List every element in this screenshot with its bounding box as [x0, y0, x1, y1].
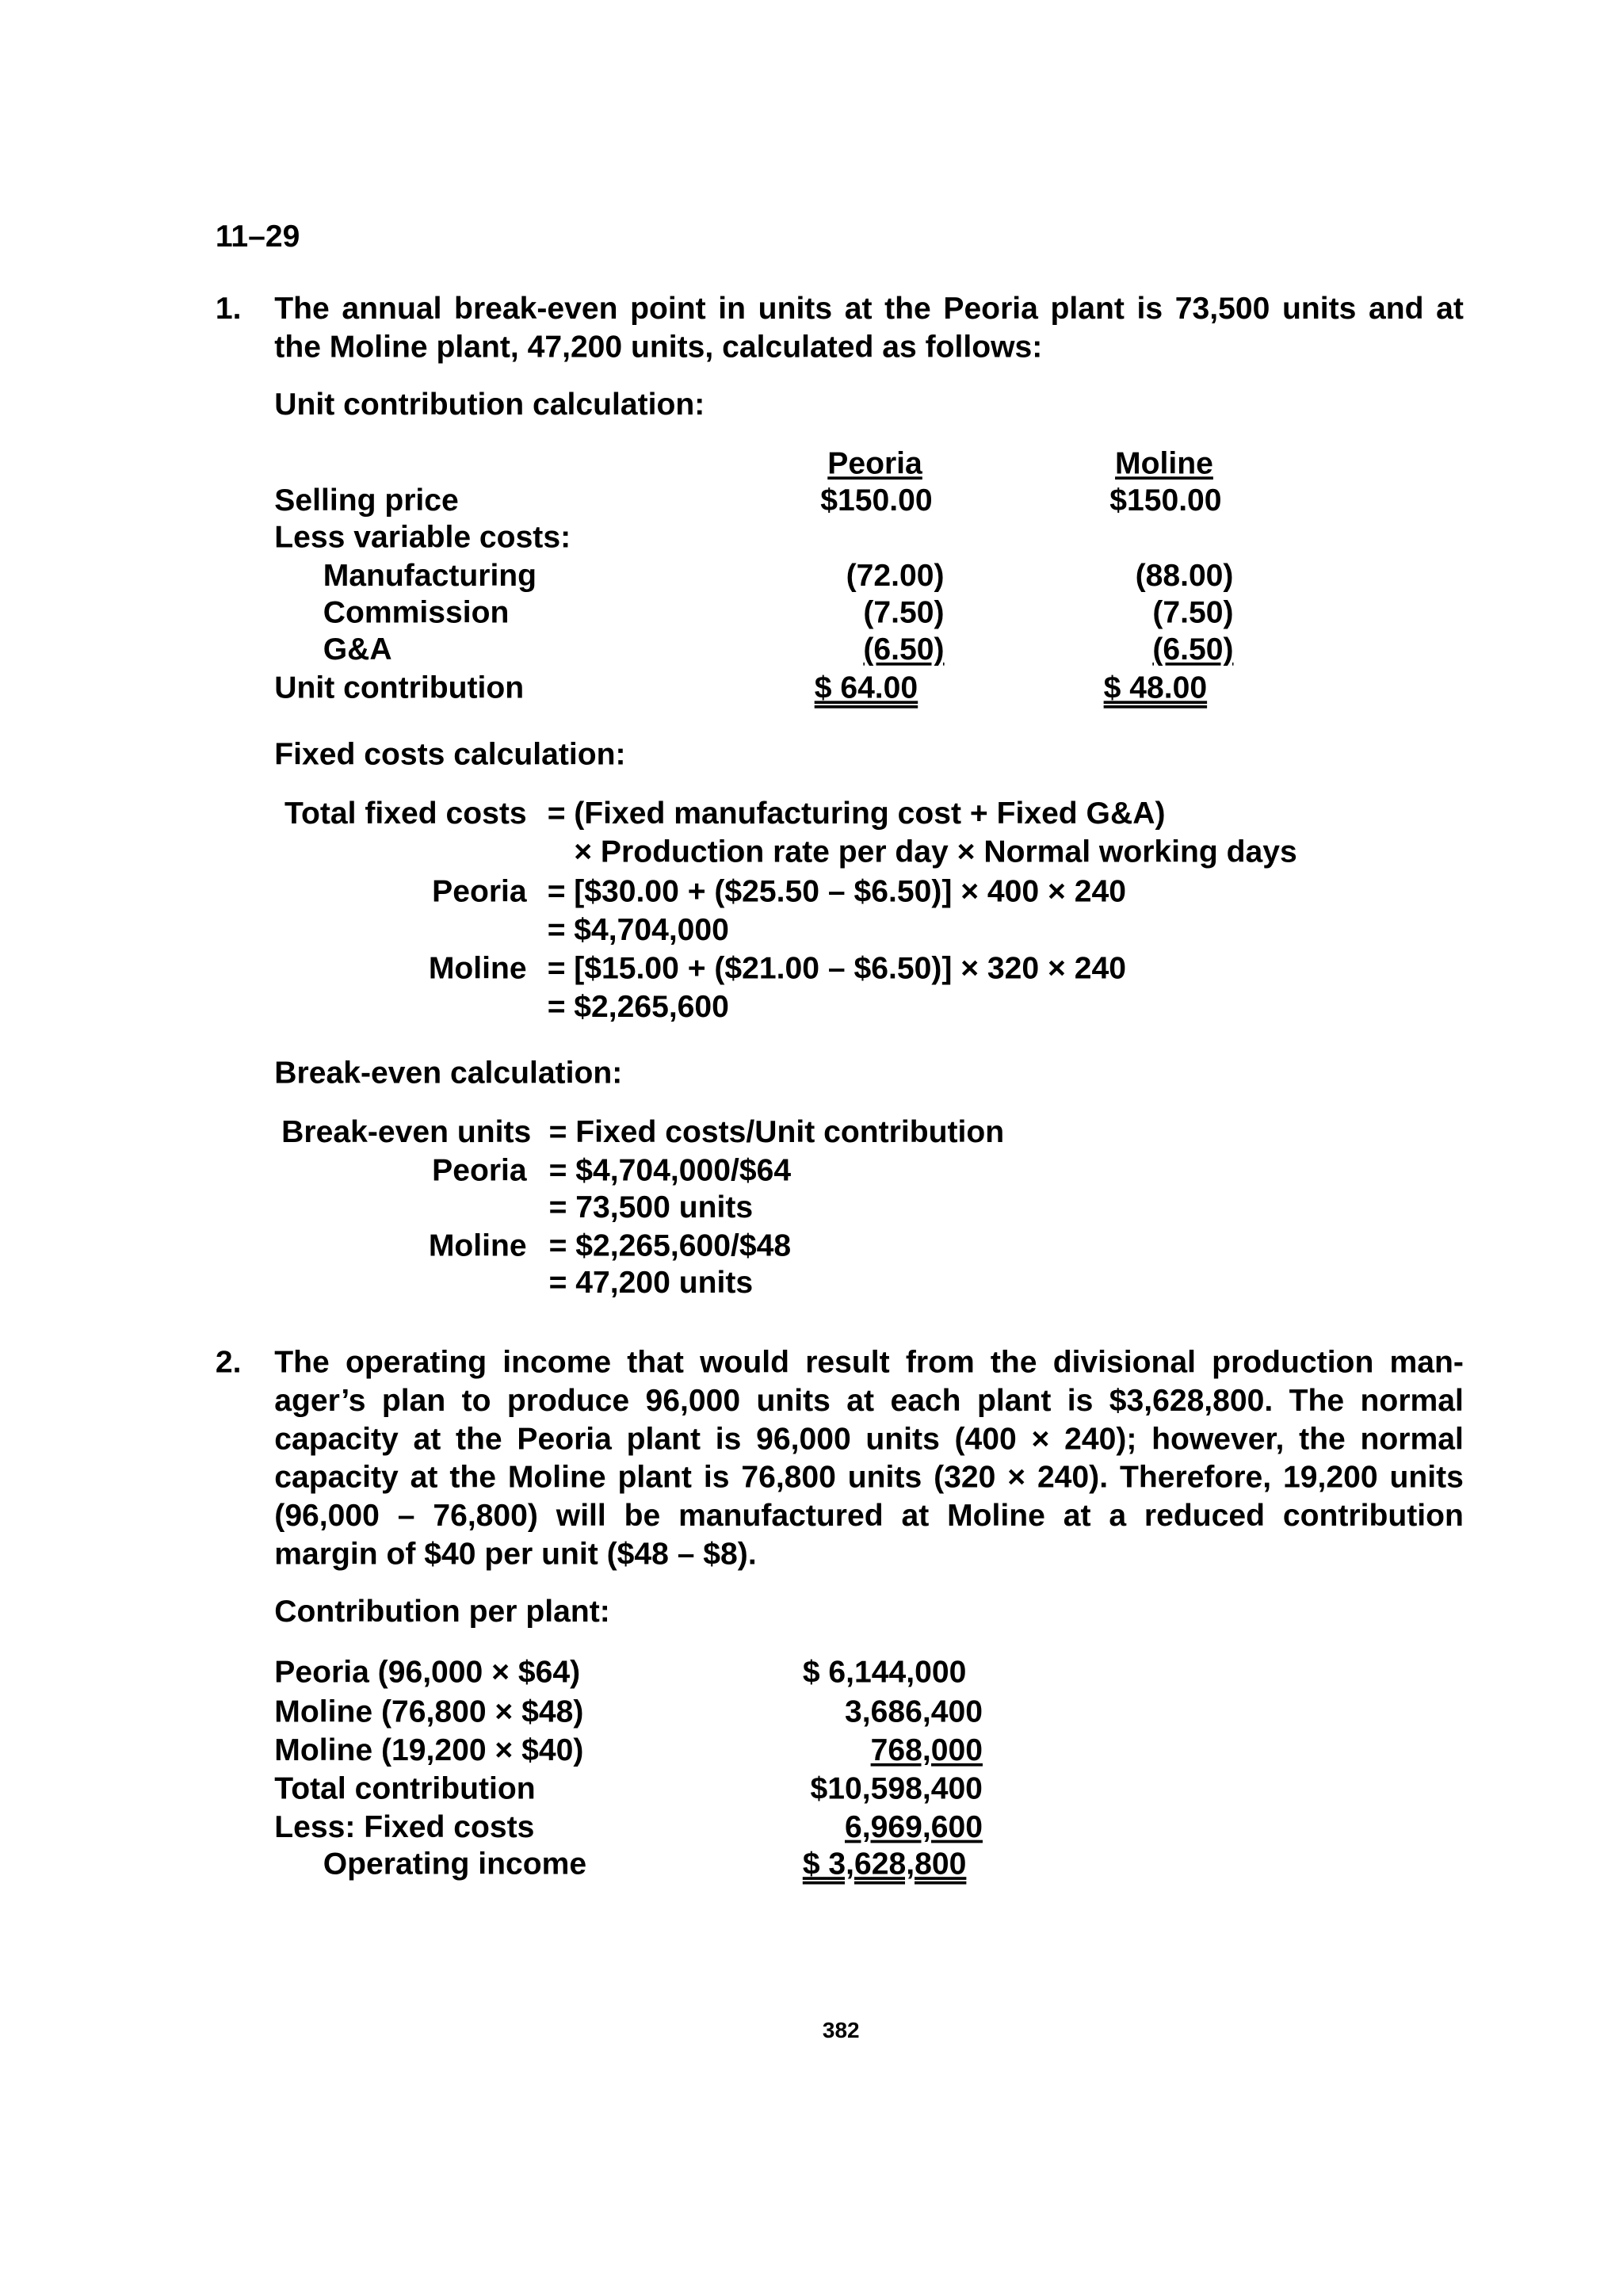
- row-value: $10,598,400: [810, 1772, 983, 1806]
- row-value: [803, 1849, 967, 1880]
- fixed-costs-heading: Fixed costs calculation:: [274, 737, 626, 772]
- underlined-amount: (6.50): [863, 632, 945, 667]
- underlined-amount: (6.50): [1152, 632, 1234, 667]
- q2-text-line-3: capacity at the Peoria plant is 96,000 units (400 × 240); however, the normal: [274, 1422, 1464, 1457]
- peoria-value: $150.00: [820, 483, 933, 518]
- q1-number: 1.: [215, 292, 242, 327]
- q2-text-line-4: capacity at the Moline plant is 76,800 units (320 × 240). Therefore, 19,200 units: [274, 1461, 1464, 1496]
- calc-label: Moline: [428, 1228, 527, 1263]
- problem-number: 11–29: [215, 220, 300, 254]
- moline-value: $150.00: [1109, 483, 1222, 518]
- row-label: Moline (76,800 × $48): [274, 1695, 584, 1730]
- row-label: Operating income: [323, 1847, 587, 1881]
- double-underlined-amount: $ 64.00: [814, 671, 918, 705]
- equals-sign: =: [547, 875, 566, 909]
- equals-sign: =: [547, 913, 566, 948]
- peoria-value: [738, 632, 945, 667]
- calc-expression: $2,265,600: [574, 990, 729, 1025]
- calc-expression: = 47,200 units: [548, 1266, 754, 1301]
- peoria-value: (72.00): [846, 559, 945, 594]
- peoria-unit-contribution: [815, 673, 918, 704]
- contribution-per-plant-heading: Contribution per plant:: [274, 1595, 610, 1629]
- calc-expression: × Production rate per day × Normal working days: [574, 835, 1297, 869]
- calc-label: Break-even units: [281, 1115, 532, 1150]
- calc-label: Total fixed costs: [285, 797, 527, 831]
- amount: $ 6,144,000: [802, 1655, 967, 1690]
- row-label: Less variable costs:: [274, 521, 571, 556]
- calc-expression: = Fixed costs/Unit contribution: [548, 1115, 1005, 1150]
- calc-expression: = $4,704,000/$64: [548, 1153, 792, 1188]
- row-label: Unit contribution: [274, 671, 525, 705]
- peoria-value: (7.50): [863, 596, 945, 630]
- calc-label: Peoria: [432, 875, 527, 909]
- q2-text-line-6: margin of $40 per unit ($48 – $8).: [274, 1537, 757, 1572]
- calc-expression: $4,704,000: [574, 913, 729, 948]
- row-label: G&A: [323, 632, 392, 667]
- break-even-heading: Break-even calculation:: [274, 1056, 623, 1091]
- unit-contribution-heading: Unit contribution calculation:: [274, 388, 705, 422]
- row-label: Peoria (96,000 × $64): [274, 1655, 581, 1690]
- calc-expression: = $2,265,600/$48: [548, 1228, 792, 1263]
- q2-text-line-2: ager’s plan to produce 96,000 units at each plant is $3,628,800. The normal: [274, 1384, 1464, 1419]
- moline-value: (88.00): [1135, 559, 1234, 594]
- equals-sign: =: [547, 990, 566, 1025]
- double-underlined-amount: $ 3,628,800: [802, 1847, 967, 1881]
- row-label: Total contribution: [274, 1772, 536, 1806]
- row-label: Manufacturing: [323, 559, 537, 594]
- q2-text-line-5: (96,000 – 76,800) will be manufactured at Moline at a reduced contribution: [274, 1499, 1464, 1534]
- calc-expression: [$15.00 + ($21.00 – $6.50)] × 320 × 240: [574, 951, 1126, 986]
- row-value: [803, 1657, 967, 1688]
- row-label: Less: Fixed costs: [274, 1810, 535, 1845]
- q1-text-line-2: the Moline plant, 47,200 units, calculated as follows:: [274, 330, 1043, 365]
- row-value: 3,686,400: [844, 1695, 983, 1730]
- moline-value: (7.50): [1152, 596, 1234, 630]
- calc-label: Peoria: [432, 1153, 527, 1188]
- underlined-amount: 768,000: [870, 1733, 983, 1768]
- calc-expression: [$30.00 + ($25.50 – $6.50)] × 400 × 240: [574, 875, 1126, 909]
- row-label: Selling price: [274, 483, 459, 518]
- equals-sign: =: [547, 951, 566, 986]
- row-label: Moline (19,200 × $40): [274, 1733, 584, 1768]
- double-underlined-amount: $ 48.00: [1103, 671, 1208, 705]
- column-header-peoria: Peoria: [827, 447, 922, 481]
- moline-value: [1027, 632, 1234, 667]
- calc-expression: (Fixed manufacturing cost + Fixed G&A): [574, 797, 1166, 831]
- moline-unit-contribution: [1104, 673, 1207, 704]
- q2-number: 2.: [215, 1345, 242, 1380]
- row-value: [796, 1735, 983, 1766]
- column-header-moline: Moline: [1115, 447, 1213, 481]
- q2-text-line-1: The operating income that would result from the divisional production man-: [274, 1345, 1464, 1380]
- row-value: [796, 1812, 983, 1843]
- calc-expression: = 73,500 units: [548, 1190, 754, 1225]
- equals-sign: =: [547, 797, 566, 831]
- q1-text-line-1: The annual break-even point in units at the Peoria plant is 73,500 units and at: [274, 292, 1464, 327]
- page-number: 382: [822, 2018, 860, 2044]
- underlined-amount: 6,969,600: [844, 1810, 983, 1845]
- calc-label: Moline: [428, 951, 527, 986]
- row-label: Commission: [323, 596, 510, 630]
